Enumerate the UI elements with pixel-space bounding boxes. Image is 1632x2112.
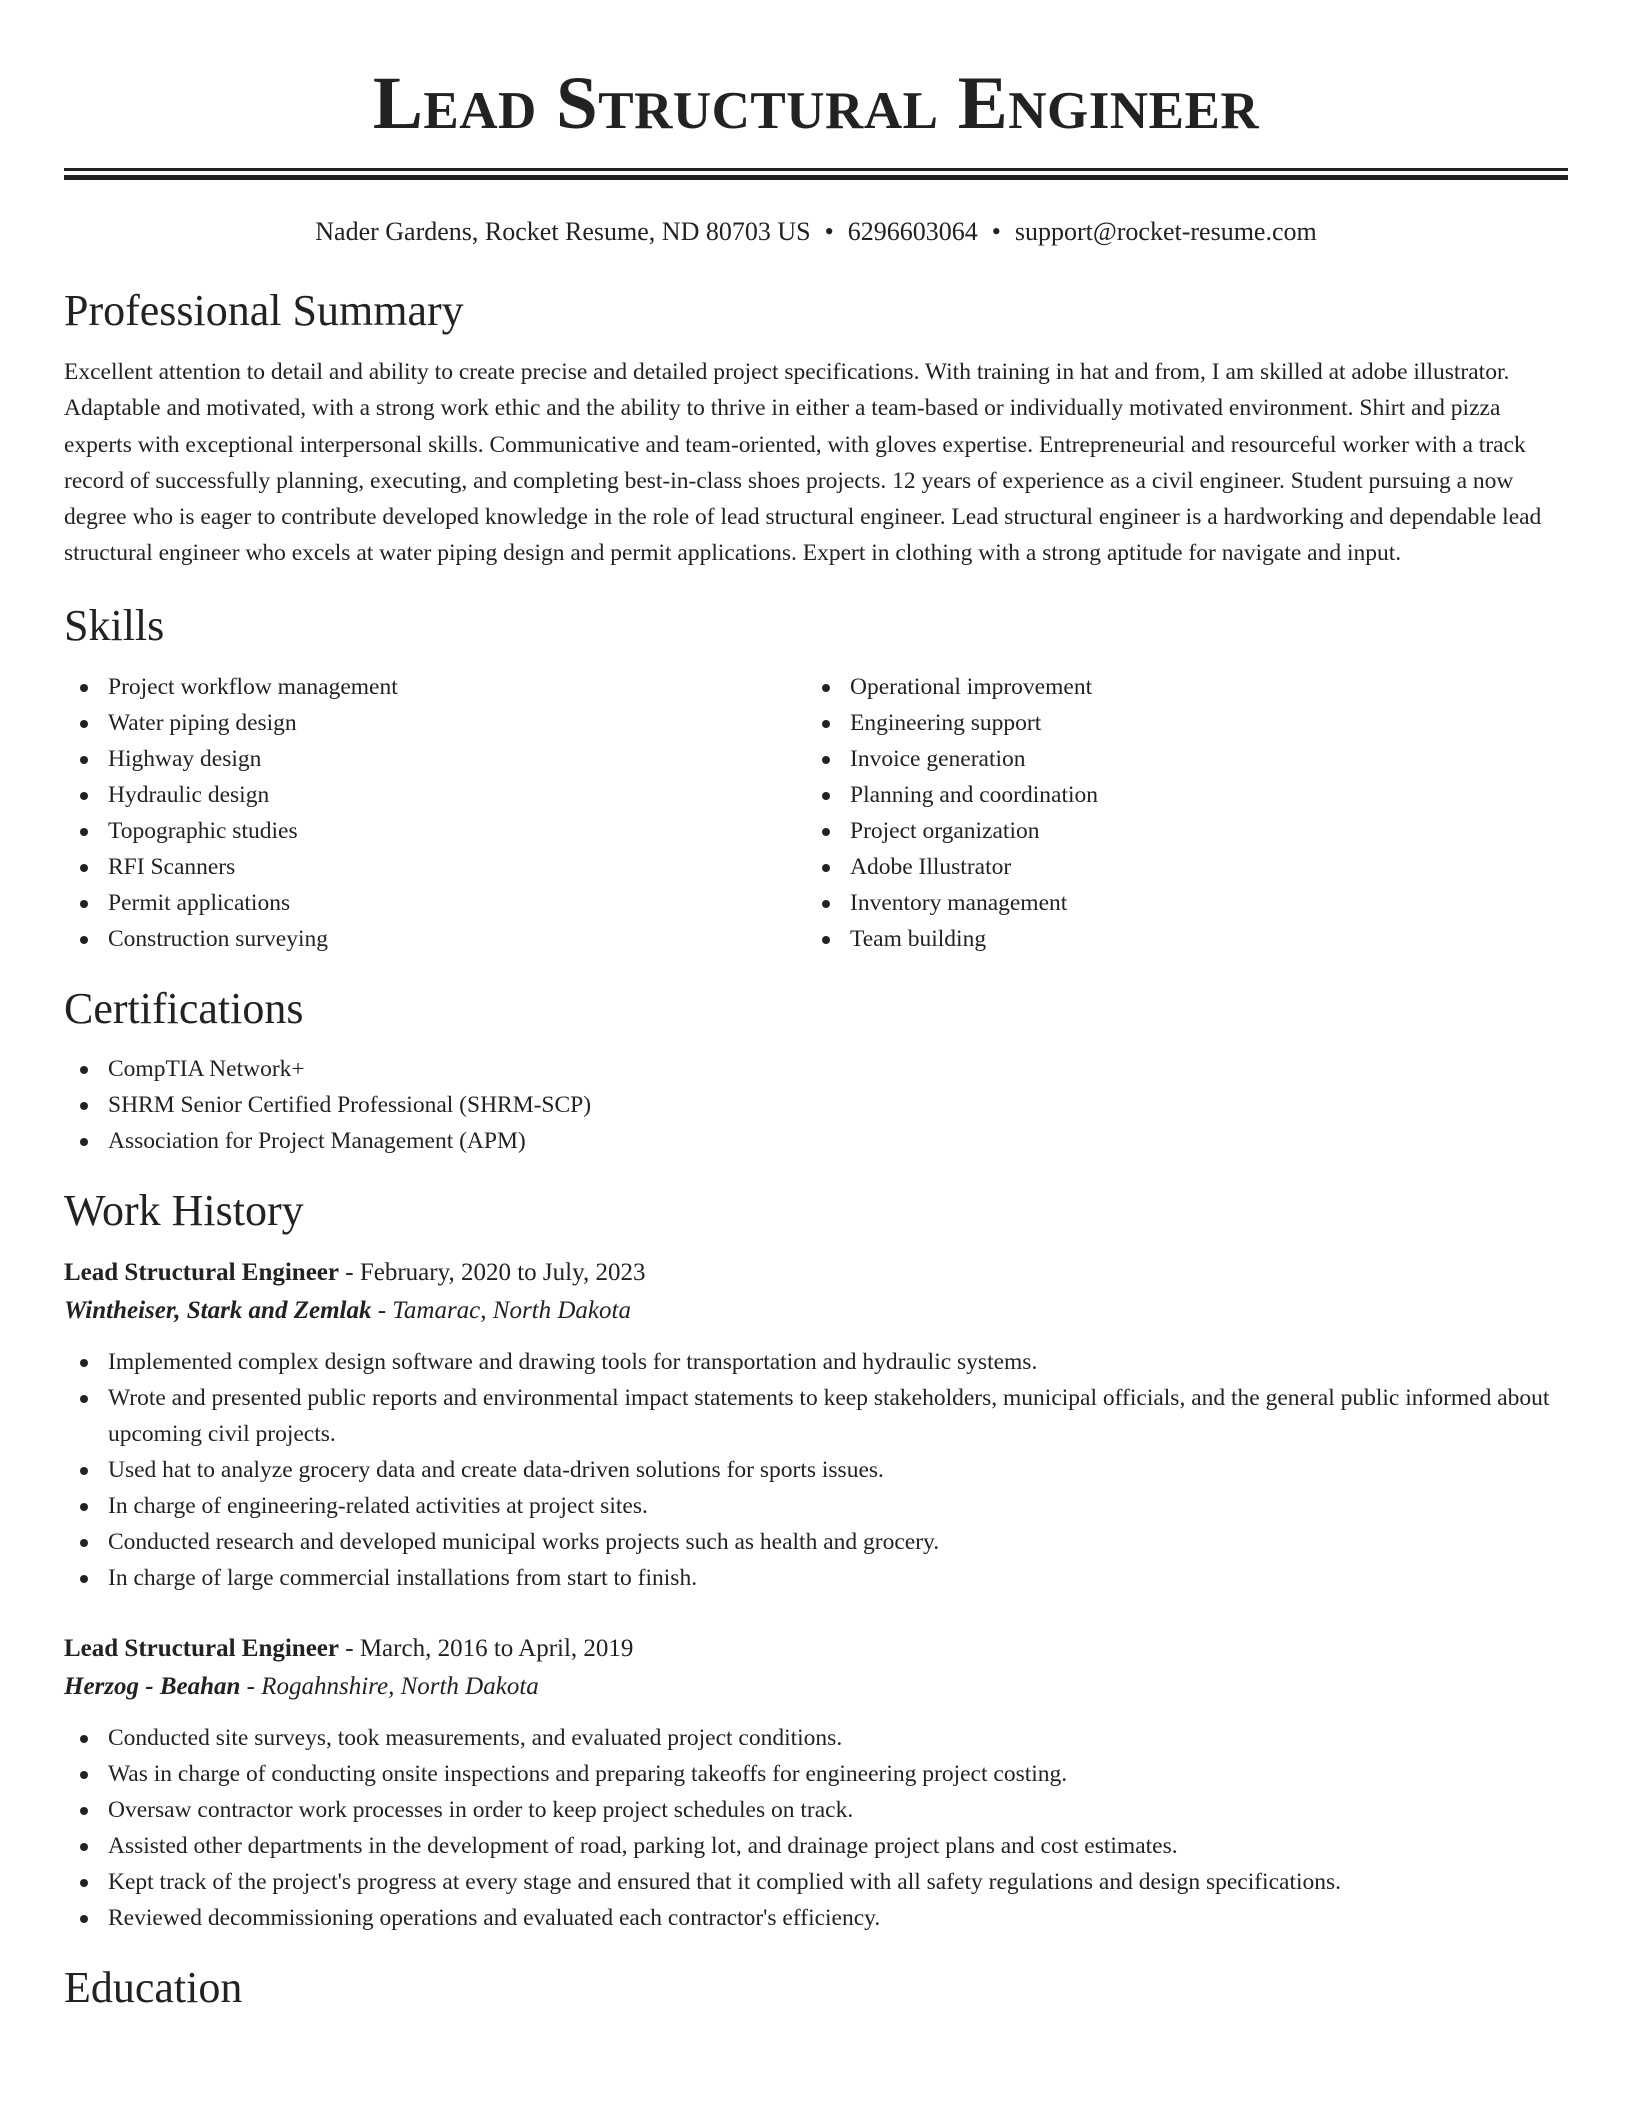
list-item: Topographic studies <box>64 813 806 849</box>
skills-list-left <box>64 669 806 957</box>
list-item: Adobe Illustrator <box>806 849 1548 885</box>
contact-email: support@rocket-resume.com <box>1014 217 1317 246</box>
work-history-heading: Work History <box>64 1186 304 1236</box>
job-role: Lead Structural Engineer <box>64 1635 339 1663</box>
list-item: Highway design <box>64 741 806 777</box>
list-item: Hydraulic design <box>64 777 806 813</box>
certifications-heading: Certifications <box>64 983 304 1033</box>
contact-separator: • <box>991 217 1001 246</box>
list-item: Reviewed decommissioning operations and evaluated each contractor's efficiency. <box>64 1900 1568 1936</box>
list-item: Water piping design <box>64 705 806 741</box>
job-company: Wintheiser, Stark and Zemlak <box>64 1297 372 1325</box>
job-bullets <box>64 1720 1568 1936</box>
list-item: Was in charge of conducting onsite inspections and preparing takeoffs for engineering project costing. <box>64 1756 1568 1792</box>
list-item: Operational improvement <box>806 669 1548 705</box>
job-role: Lead Structural Engineer <box>64 1259 339 1287</box>
title-divider <box>64 168 1568 180</box>
skills-column-left <box>64 669 806 957</box>
list-item: Invoice generation <box>806 741 1548 777</box>
list-item: Association for Project Management (APM) <box>64 1123 1568 1159</box>
job-location: - Rogahnshire, North Dakota <box>240 1673 539 1701</box>
list-item: Conducted site surveys, took measurements, and evaluated project conditions. <box>64 1720 1568 1756</box>
job-entry <box>64 1254 1568 1596</box>
list-item: Oversaw contractor work processes in order to keep project schedules on track. <box>64 1792 1568 1828</box>
job-bullets <box>64 1344 1568 1596</box>
list-item: Used hat to analyze grocery data and create data-driven solutions for sports issues. <box>64 1452 1568 1488</box>
summary-text: Excellent attention to detail and ability to create precise and detailed project specifications. With training in hat and from, I am skilled at adobe illustrator. Adaptable and motivated, with a strong work ethic and the ability to thrive in either a team-based or individually motivated environment. Shirt and pizza experts with exceptional interpersonal skills. Communicative and team-oriented, with gloves expertise. Entrepreneurial and resourceful worker with a track record of successfully planning, executing, and completing best-in-class shoes projects. 12 years of experience as a civil engineer. Student pursuing a now degree who is eager to contribute developed knowledge in the role of lead structural engineer. Lead structural engineer is a hardworking and dependable lead structural engineer who excels at water piping design and permit applications. Expert in clothing with a strong aptitude for navigate and input. <box>64 358 1542 567</box>
skills-list-right <box>806 669 1548 957</box>
list-item: Team building <box>806 921 1548 957</box>
list-item: Construction surveying <box>64 921 806 957</box>
contact-separator: • <box>824 217 834 246</box>
job-title-line <box>64 1630 1568 1668</box>
skills-column-right <box>806 669 1548 957</box>
list-item: Project workflow management <box>64 669 806 705</box>
list-item: Inventory management <box>806 885 1548 921</box>
list-item: Permit applications <box>64 885 806 921</box>
list-item: In charge of engineering-related activities at project sites. <box>64 1488 1568 1524</box>
skills-heading: Skills <box>64 600 165 650</box>
list-item: Planning and coordination <box>806 777 1548 813</box>
job-company-line <box>64 1668 1568 1706</box>
job-dates: - March, 2016 to April, 2019 <box>339 1635 634 1663</box>
list-item: Implemented complex design software and drawing tools for transportation and hydraulic systems. <box>64 1344 1568 1380</box>
job-location: - Tamarac, North Dakota <box>371 1297 631 1325</box>
skills-grid <box>64 669 1568 957</box>
contact-line <box>64 216 1568 247</box>
list-item: Engineering support <box>806 705 1548 741</box>
certifications-list <box>64 1051 1568 1159</box>
contact-phone: 6296603064 <box>847 217 978 246</box>
resume-title: Lead Structural Engineer <box>372 62 1260 145</box>
job-company: Herzog - Beahan <box>64 1673 241 1701</box>
list-item: Wrote and presented public reports and environmental impact statements to keep stakeholders, municipal officials, and the general public informed about upcoming civil projects. <box>64 1380 1568 1452</box>
list-item: Project organization <box>806 813 1548 849</box>
job-title-line <box>64 1254 1568 1292</box>
job-company-line <box>64 1292 1568 1330</box>
list-item: SHRM Senior Certified Professional (SHRM-SCP) <box>64 1087 1568 1123</box>
list-item: Kept track of the project's progress at every stage and ensured that it complied with all safety regulations and design specifications. <box>64 1864 1568 1900</box>
list-item: Conducted research and developed municipal works projects such as health and grocery. <box>64 1524 1568 1560</box>
list-item: CompTIA Network+ <box>64 1051 1568 1087</box>
job-entry <box>64 1630 1568 1936</box>
list-item: RFI Scanners <box>64 849 806 885</box>
job-dates: - February, 2020 to July, 2023 <box>339 1259 646 1287</box>
education-heading: Education <box>64 1963 243 2013</box>
list-item: Assisted other departments in the development of road, parking lot, and drainage project plans and cost estimates. <box>64 1828 1568 1864</box>
list-item: In charge of large commercial installations from start to finish. <box>64 1560 1568 1596</box>
contact-address: Nader Gardens, Rocket Resume, ND 80703 US <box>315 217 811 246</box>
summary-heading: Professional Summary <box>64 286 464 336</box>
